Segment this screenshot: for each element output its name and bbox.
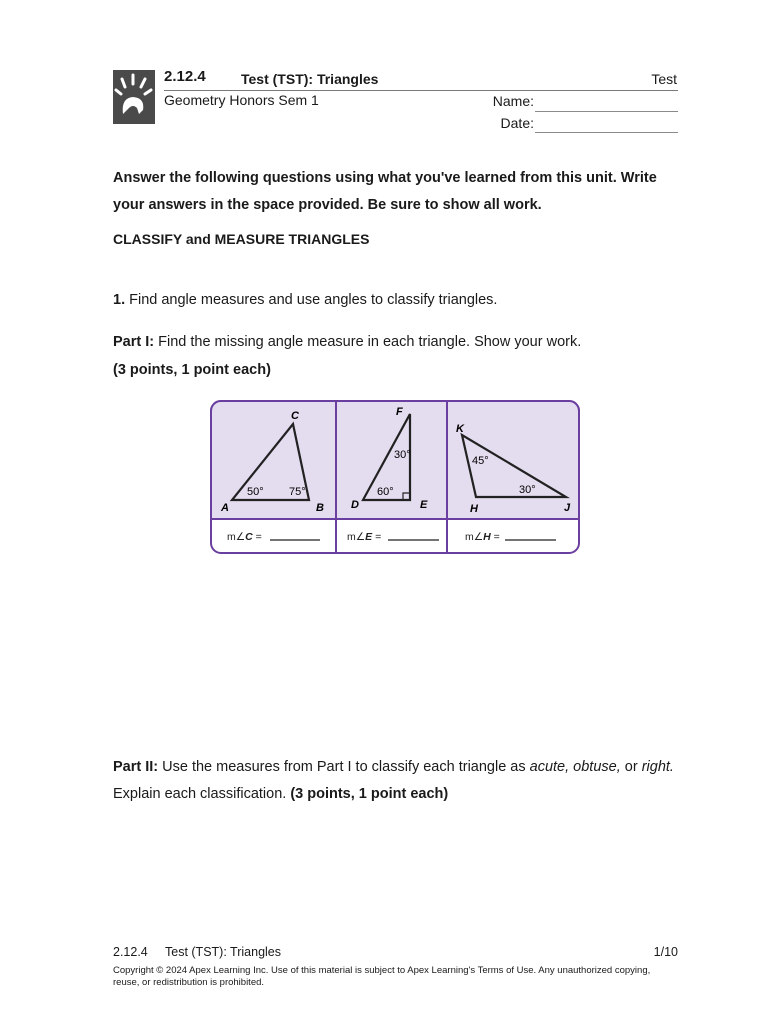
date-field[interactable]	[535, 132, 678, 133]
vertex-a: A	[221, 502, 229, 514]
section-title: CLASSIFY and MEASURE TRIANGLES	[113, 231, 370, 247]
obtuse-term: obtuse,	[573, 759, 621, 775]
vertex-f: F	[396, 406, 403, 418]
answer-c-prefix: m∠	[227, 531, 246, 543]
header-divider	[164, 90, 678, 91]
answer-c-vertex: C	[245, 531, 253, 543]
answer-e-text	[347, 531, 381, 543]
question-1	[113, 287, 497, 314]
part-2-text-explain: Explain each classification.	[113, 786, 291, 802]
question-text: Find angle measures and use angles to classify triangles.	[125, 292, 498, 308]
page-number: 1/10	[653, 945, 678, 959]
angle-b-label: 75°	[289, 486, 306, 498]
vertex-c: C	[291, 410, 299, 422]
answer-h-vertex: H	[483, 531, 491, 543]
apex-logo	[113, 70, 155, 124]
vertex-e: E	[420, 499, 428, 511]
angle-k-label: 45°	[472, 455, 489, 467]
name-field[interactable]	[535, 111, 678, 112]
angle-a-label: 50°	[247, 486, 264, 498]
part-2-text-or: or	[620, 759, 642, 775]
document-type: Test	[651, 71, 677, 87]
lesson-title: Test (TST): Triangles	[241, 71, 379, 87]
part-2-points: (3 points, 1 point each)	[290, 786, 449, 802]
angle-j-label: 30°	[519, 484, 536, 496]
right-term: right.	[641, 759, 674, 775]
course-name: Geometry Honors Sem 1	[164, 92, 319, 108]
lesson-number: 2.12.4	[164, 68, 206, 85]
answer-e-vertex: E	[365, 531, 373, 543]
part-1-points: (3 points, 1 point each)	[113, 362, 271, 378]
angle-f-label: 30°	[394, 449, 411, 461]
date-label: Date:	[500, 115, 534, 131]
vertex-b: B	[316, 502, 324, 514]
answer-e-prefix: m∠	[347, 531, 366, 543]
part-2-prompt	[113, 754, 688, 808]
instructions: Answer the following questions using what you've learned from this unit. Write your answers in the space provided. Be sure to show all work.	[113, 170, 657, 213]
part-1-label: Part I:	[113, 334, 155, 350]
answer-c-text	[227, 531, 262, 543]
footer-lesson-title: Test (TST): Triangles	[165, 945, 281, 959]
part-1-prompt	[113, 329, 581, 356]
answer-h-equals: =	[490, 531, 500, 543]
vertex-j: J	[564, 502, 571, 514]
part-2-label: Part II:	[113, 759, 159, 775]
footer-lesson-number: 2.12.4	[113, 945, 148, 959]
copyright-notice: Copyright © 2024 Apex Learning Inc. Use of this material is subject to Apex Learning's Terms of Use. Any unauthorized copying, reuse, or redistribution is prohibited.	[113, 965, 651, 988]
acute-term: acute,	[529, 759, 570, 775]
part-2-text: Use the measures from Part I to classify each triangle as	[158, 759, 530, 775]
angle-d-label: 60°	[377, 486, 394, 498]
answer-e-equals: =	[372, 531, 382, 543]
vertex-k: K	[456, 423, 464, 435]
vertex-d: D	[351, 499, 359, 511]
question-number: 1.	[113, 292, 126, 308]
answer-c-equals: =	[252, 531, 262, 543]
triangles-figure	[210, 400, 580, 554]
answer-h-prefix: m∠	[465, 531, 484, 543]
answer-h-text	[465, 531, 500, 543]
part-1-text: Find the missing angle measure in each triangle. Show your work.	[154, 334, 582, 350]
name-label: Name:	[492, 93, 534, 109]
vertex-h: H	[470, 503, 478, 515]
